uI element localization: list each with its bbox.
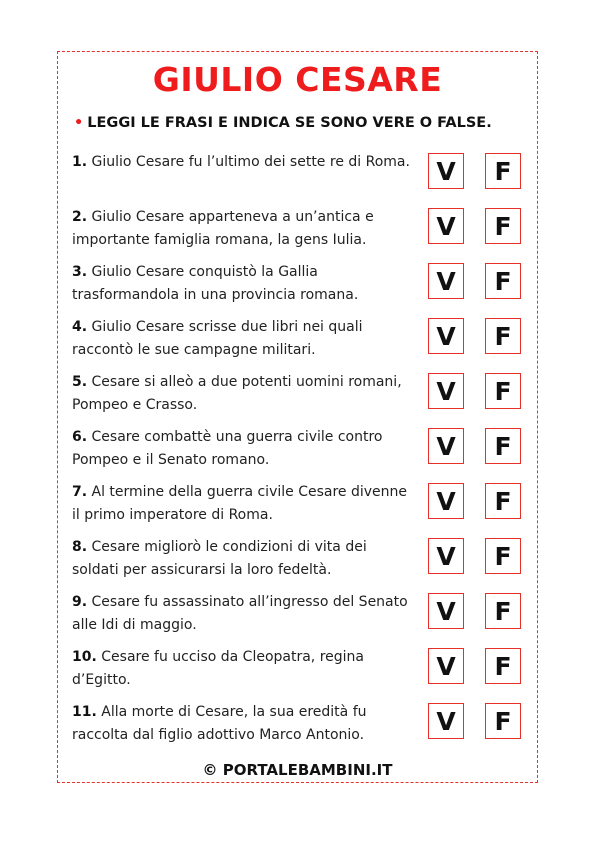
question-text: Cesare fu assassinato all’ingresso del Senato alle Idi di maggio. <box>72 594 408 633</box>
false-box-4[interactable]: F <box>485 318 521 354</box>
bullet-icon: • <box>74 115 84 131</box>
false-box-9[interactable]: F <box>485 593 521 629</box>
question-text: Giulio Cesare apparteneva a un’antica e importante famiglia romana, la gens Iulia. <box>72 209 374 248</box>
instruction <box>74 115 492 131</box>
question-1 <box>72 151 417 174</box>
true-box-5[interactable]: V <box>428 373 464 409</box>
question-10 <box>72 646 417 692</box>
question-3 <box>72 261 417 307</box>
question-2 <box>72 206 417 252</box>
question-number: 9. <box>72 594 88 610</box>
false-box-1[interactable]: F <box>485 153 521 189</box>
copyright-footer: © PORTALEBAMBINI.IT <box>202 761 393 779</box>
question-number: 5. <box>72 374 88 390</box>
question-text: Giulio Cesare fu l’ultimo dei sette re di Roma. <box>91 154 410 170</box>
false-box-2[interactable]: F <box>485 208 521 244</box>
question-text: Giulio Cesare scrisse due libri nei quali raccontò le sue campagne militari. <box>72 319 363 358</box>
question-number: 11. <box>72 704 97 720</box>
question-11 <box>72 701 417 747</box>
question-text: Al termine della guerra civile Cesare divenne il primo imperatore di Roma. <box>72 484 408 523</box>
question-number: 4. <box>72 319 88 335</box>
true-box-10[interactable]: V <box>428 648 464 684</box>
false-box-11[interactable]: F <box>485 703 521 739</box>
true-box-4[interactable]: V <box>428 318 464 354</box>
question-text: Cesare combattè una guerra civile contro Pompeo e il Senato romano. <box>72 429 383 468</box>
true-box-9[interactable]: V <box>428 593 464 629</box>
page-title: GIULIO CESARE <box>152 60 443 99</box>
question-number: 7. <box>72 484 88 500</box>
true-box-11[interactable]: V <box>428 703 464 739</box>
question-7 <box>72 481 417 527</box>
true-box-2[interactable]: V <box>428 208 464 244</box>
question-text: Giulio Cesare conquistò la Gallia trasformandola in una provincia romana. <box>72 264 359 303</box>
question-number: 10. <box>72 649 97 665</box>
false-box-3[interactable]: F <box>485 263 521 299</box>
false-box-8[interactable]: F <box>485 538 521 574</box>
true-box-8[interactable]: V <box>428 538 464 574</box>
question-text: Cesare migliorò le condizioni di vita dei soldati per assicurarsi la loro fedeltà. <box>72 539 367 578</box>
question-number: 2. <box>72 209 88 225</box>
false-box-5[interactable]: F <box>485 373 521 409</box>
question-text: Cesare si alleò a due potenti uomini romani, Pompeo e Crasso. <box>72 374 402 413</box>
question-8 <box>72 536 417 582</box>
true-box-3[interactable]: V <box>428 263 464 299</box>
false-box-7[interactable]: F <box>485 483 521 519</box>
question-number: 1. <box>72 154 88 170</box>
false-box-10[interactable]: F <box>485 648 521 684</box>
instruction-text: LEGGI LE FRASI E INDICA SE SONO VERE O FALSE. <box>87 115 492 131</box>
question-4 <box>72 316 417 362</box>
question-number: 6. <box>72 429 88 445</box>
question-6 <box>72 426 417 472</box>
question-text: Cesare fu ucciso da Cleopatra, regina d’Egitto. <box>72 649 364 688</box>
question-9 <box>72 591 417 637</box>
question-number: 3. <box>72 264 88 280</box>
true-box-6[interactable]: V <box>428 428 464 464</box>
question-number: 8. <box>72 539 88 555</box>
false-box-6[interactable]: F <box>485 428 521 464</box>
true-box-7[interactable]: V <box>428 483 464 519</box>
question-text: Alla morte di Cesare, la sua eredità fu raccolta dal figlio adottivo Marco Antonio. <box>72 704 367 743</box>
true-box-1[interactable]: V <box>428 153 464 189</box>
question-5 <box>72 371 417 417</box>
